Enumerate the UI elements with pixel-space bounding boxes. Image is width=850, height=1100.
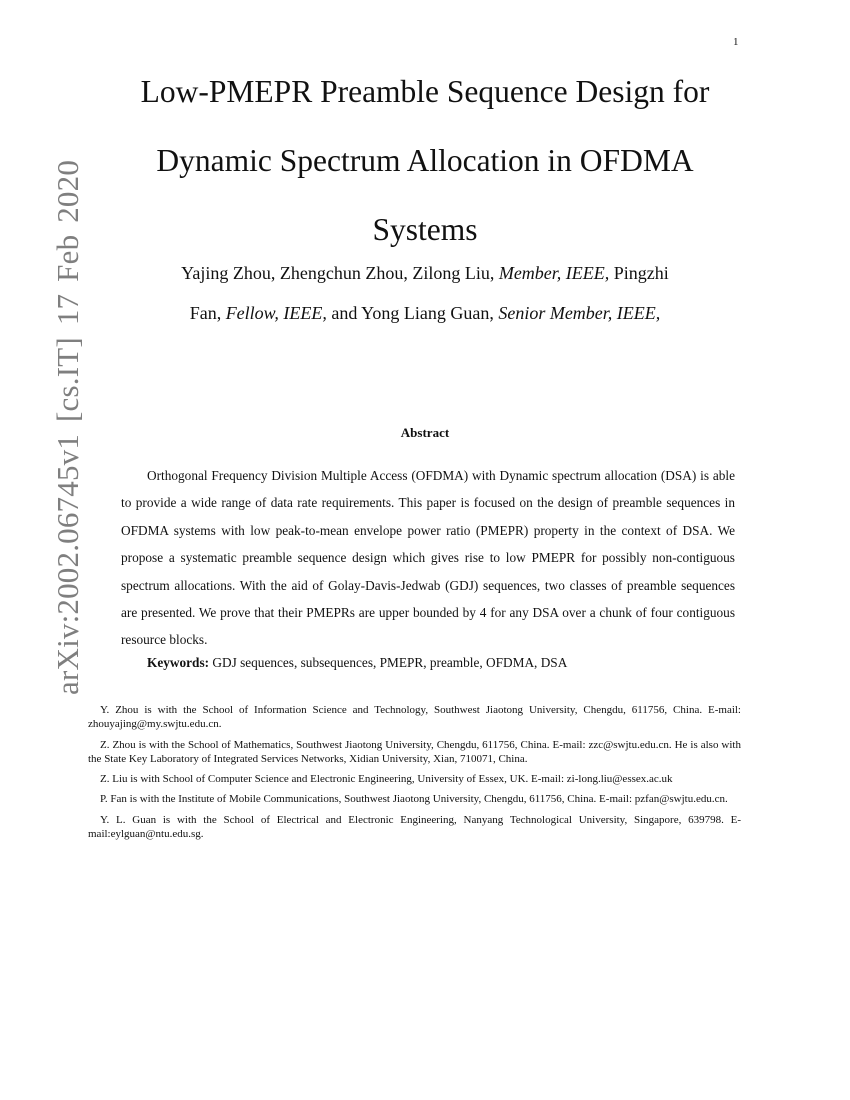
author-names: Fan,: [189, 303, 226, 323]
author-title: Senior Member, IEEE,: [498, 303, 661, 323]
title-line: Systems: [372, 212, 478, 247]
abstract-heading: Abstract: [400, 425, 450, 440]
author-title: Member, IEEE,: [498, 263, 610, 283]
title-line: Low-PMEPR Preamble Sequence Design for: [140, 74, 710, 109]
author-affiliations: [88, 703, 741, 847]
title-line: Dynamic Spectrum Allocation in OFDMA: [156, 143, 694, 178]
footnote: Z. Zhou is with the School of Mathematics, Southwest Jiaotong University, Chengdu, 611756, China. E-mail: zzc@swjtu.edu.cn. He is also with the State Key Laboratory of Integrated Services Networks, Xidian University, Xian, 710071, China.: [88, 738, 741, 765]
keywords-text: GDJ sequences, subsequences, PMEPR, preamble, OFDMA, DSA: [209, 655, 568, 670]
keywords: [147, 655, 567, 671]
abstract-body: Orthogonal Frequency Division Multiple Access (OFDMA) with Dynamic spectrum allocation (DSA) is able to provide a wide range of data rate requirements. This paper is focused on the design of preamble sequences in OFDMA systems with low peak-to-mean envelope power ratio (PMEPR) property in the context of DSA. We propose a systematic preamble sequence design which gives rise to low PMEPR for possibly non-contiguous spectrum allocations. With the aid of Golay-Davis-Jedwab (GDJ) sequences, two classes of preamble sequences are presented. We prove that their PMEPRs are upper bounded by 4 for any DSA over a chunk of four contiguous resource blocks.: [121, 468, 735, 648]
footnote: P. Fan is with the Institute of Mobile Communications, Southwest Jiaotong University, Chengdu, 611756, China. E-mail: pzfan@swjtu.edu.cn.: [100, 793, 728, 806]
keywords-label: Keywords:: [147, 655, 210, 670]
author-line: [80, 293, 770, 333]
author-names: and Yong Liang Guan,: [326, 303, 499, 323]
author-names: Yajing Zhou, Zhengchun Zhou, Zilong Liu,: [181, 263, 499, 283]
author-list: [80, 253, 770, 333]
author-line: [80, 253, 770, 293]
arxiv-stamp: arXiv:2002.06745v1 [cs.IT] 17 Feb 2020: [50, 159, 85, 695]
paper-title: [80, 57, 770, 264]
author-names: Pingzhi: [609, 263, 669, 283]
page-number: 1: [733, 36, 739, 48]
footnote: Y. Zhou is with the School of Information Science and Technology, Southwest Jiaotong University, Chengdu, 611756, China. E-mail: zhouyajing@my.swjtu.edu.cn.: [88, 704, 741, 731]
footnote: Z. Liu is with School of Computer Science and Electronic Engineering, University of Essex, UK. E-mail: zi-long.liu@essex.ac.uk: [100, 773, 673, 786]
author-title: Fellow, IEEE,: [225, 303, 327, 323]
footnote: Y. L. Guan is with the School of Electrical and Electronic Engineering, Nanyang Technological University, Singapore, 639798. E-mail:eylguan@ntu.edu.sg.: [88, 813, 741, 841]
